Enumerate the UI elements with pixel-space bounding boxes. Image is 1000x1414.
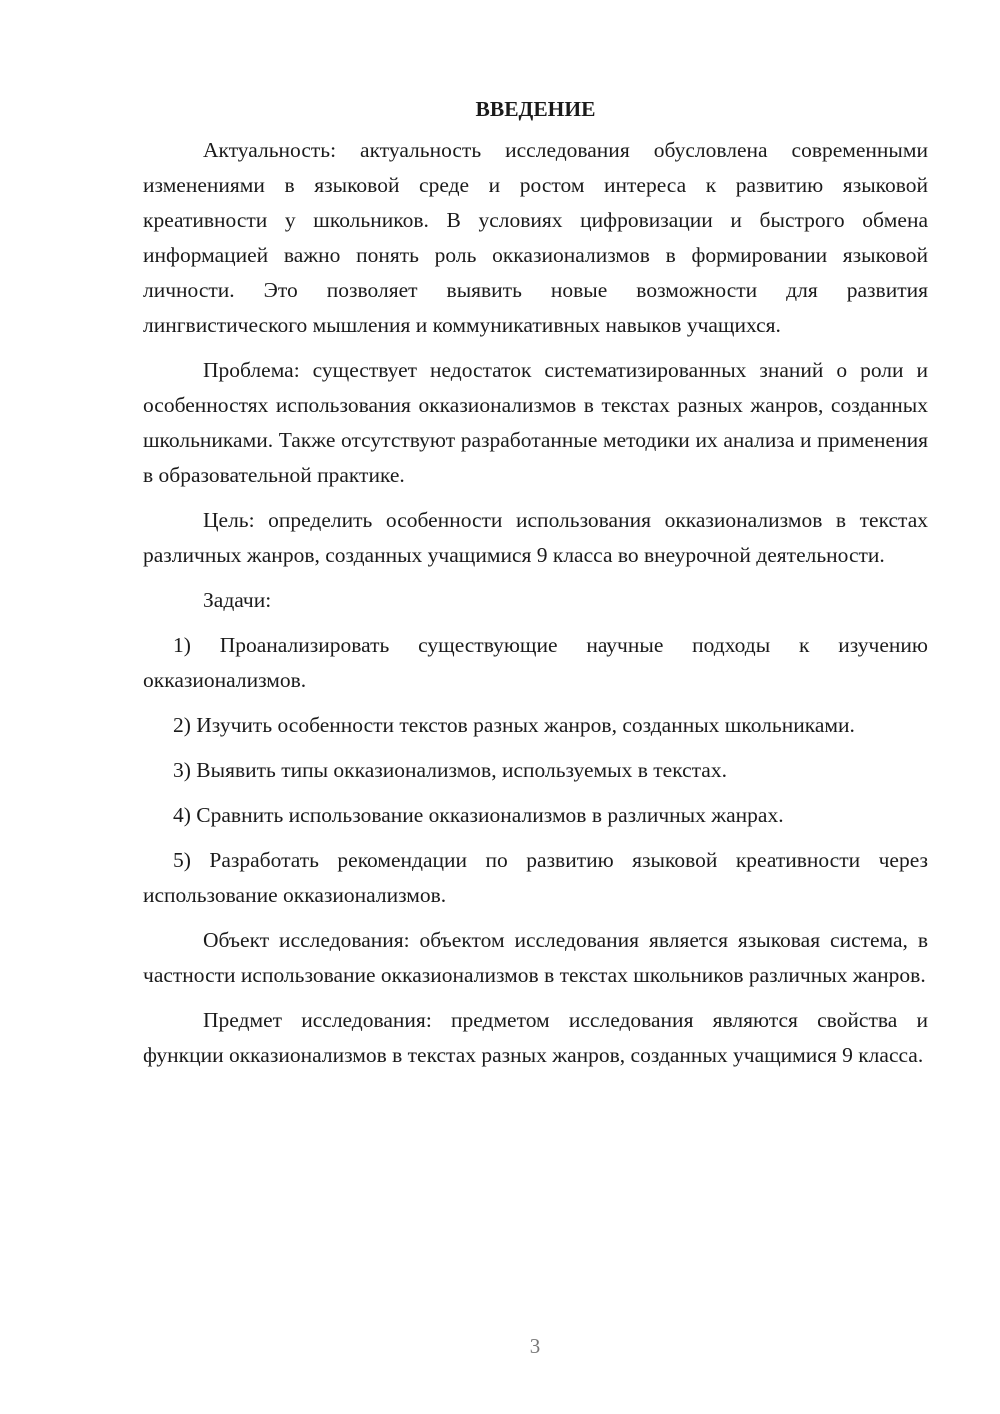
paragraph-problem: Проблема: существует недостаток систематизированных знаний о роли и особенностях использования окказионализмов в текстах разных жанров, созданных школьниками. Также отсутствуют разработанные методики их анализа и применения в образовательной практике.: [143, 358, 928, 487]
task-item-2: 2) Изучить особенности текстов разных жанров, созданных школьниками.: [173, 713, 855, 737]
paragraph-subject: Предмет исследования: предметом исследования являются свойства и функции окказионализмов в текстах разных жанров, созданных учащимися 9 класса.: [143, 1008, 928, 1067]
paragraph-goal: Цель: определить особенности использования окказионализмов в текстах различных жанров, созданных учащимися 9 класса во внеурочной деятельности.: [143, 508, 928, 567]
page-content: [143, 92, 928, 1083]
paragraph-relevance: Актуальность: актуальность исследования обусловлена современными изменениями в языковой среде и ростом интереса к развитию языковой креативности у школьников. В условиях цифровизации и быстрого обмена информацией важно понять роль окказионализмов в формировании языковой личности. Это позволяет выявить новые возможности для развития лингвистического мышления и коммуникативных навыков учащихся.: [143, 138, 928, 337]
paragraph-object: Объект исследования: объектом исследования является языковая система, в частности использование окказионализмов в текстах школьников различных жанров.: [143, 928, 928, 987]
task-item-5: 5) Разработать рекомендации по развитию языковой креативности через использование окказионализмов.: [143, 848, 928, 907]
task-item-4: 4) Сравнить использование окказионализмов в различных жанрах.: [173, 803, 784, 827]
task-item-3: 3) Выявить типы окказионализмов, используемых в текстах.: [173, 758, 727, 782]
page-title: ВВЕДЕНИЕ: [475, 97, 596, 121]
page-number: 3: [529, 1334, 541, 1358]
tasks-heading: Задачи:: [203, 588, 272, 612]
task-item-1: 1) Проанализировать существующие научные подходы к изучению окказионализмов.: [143, 633, 928, 692]
